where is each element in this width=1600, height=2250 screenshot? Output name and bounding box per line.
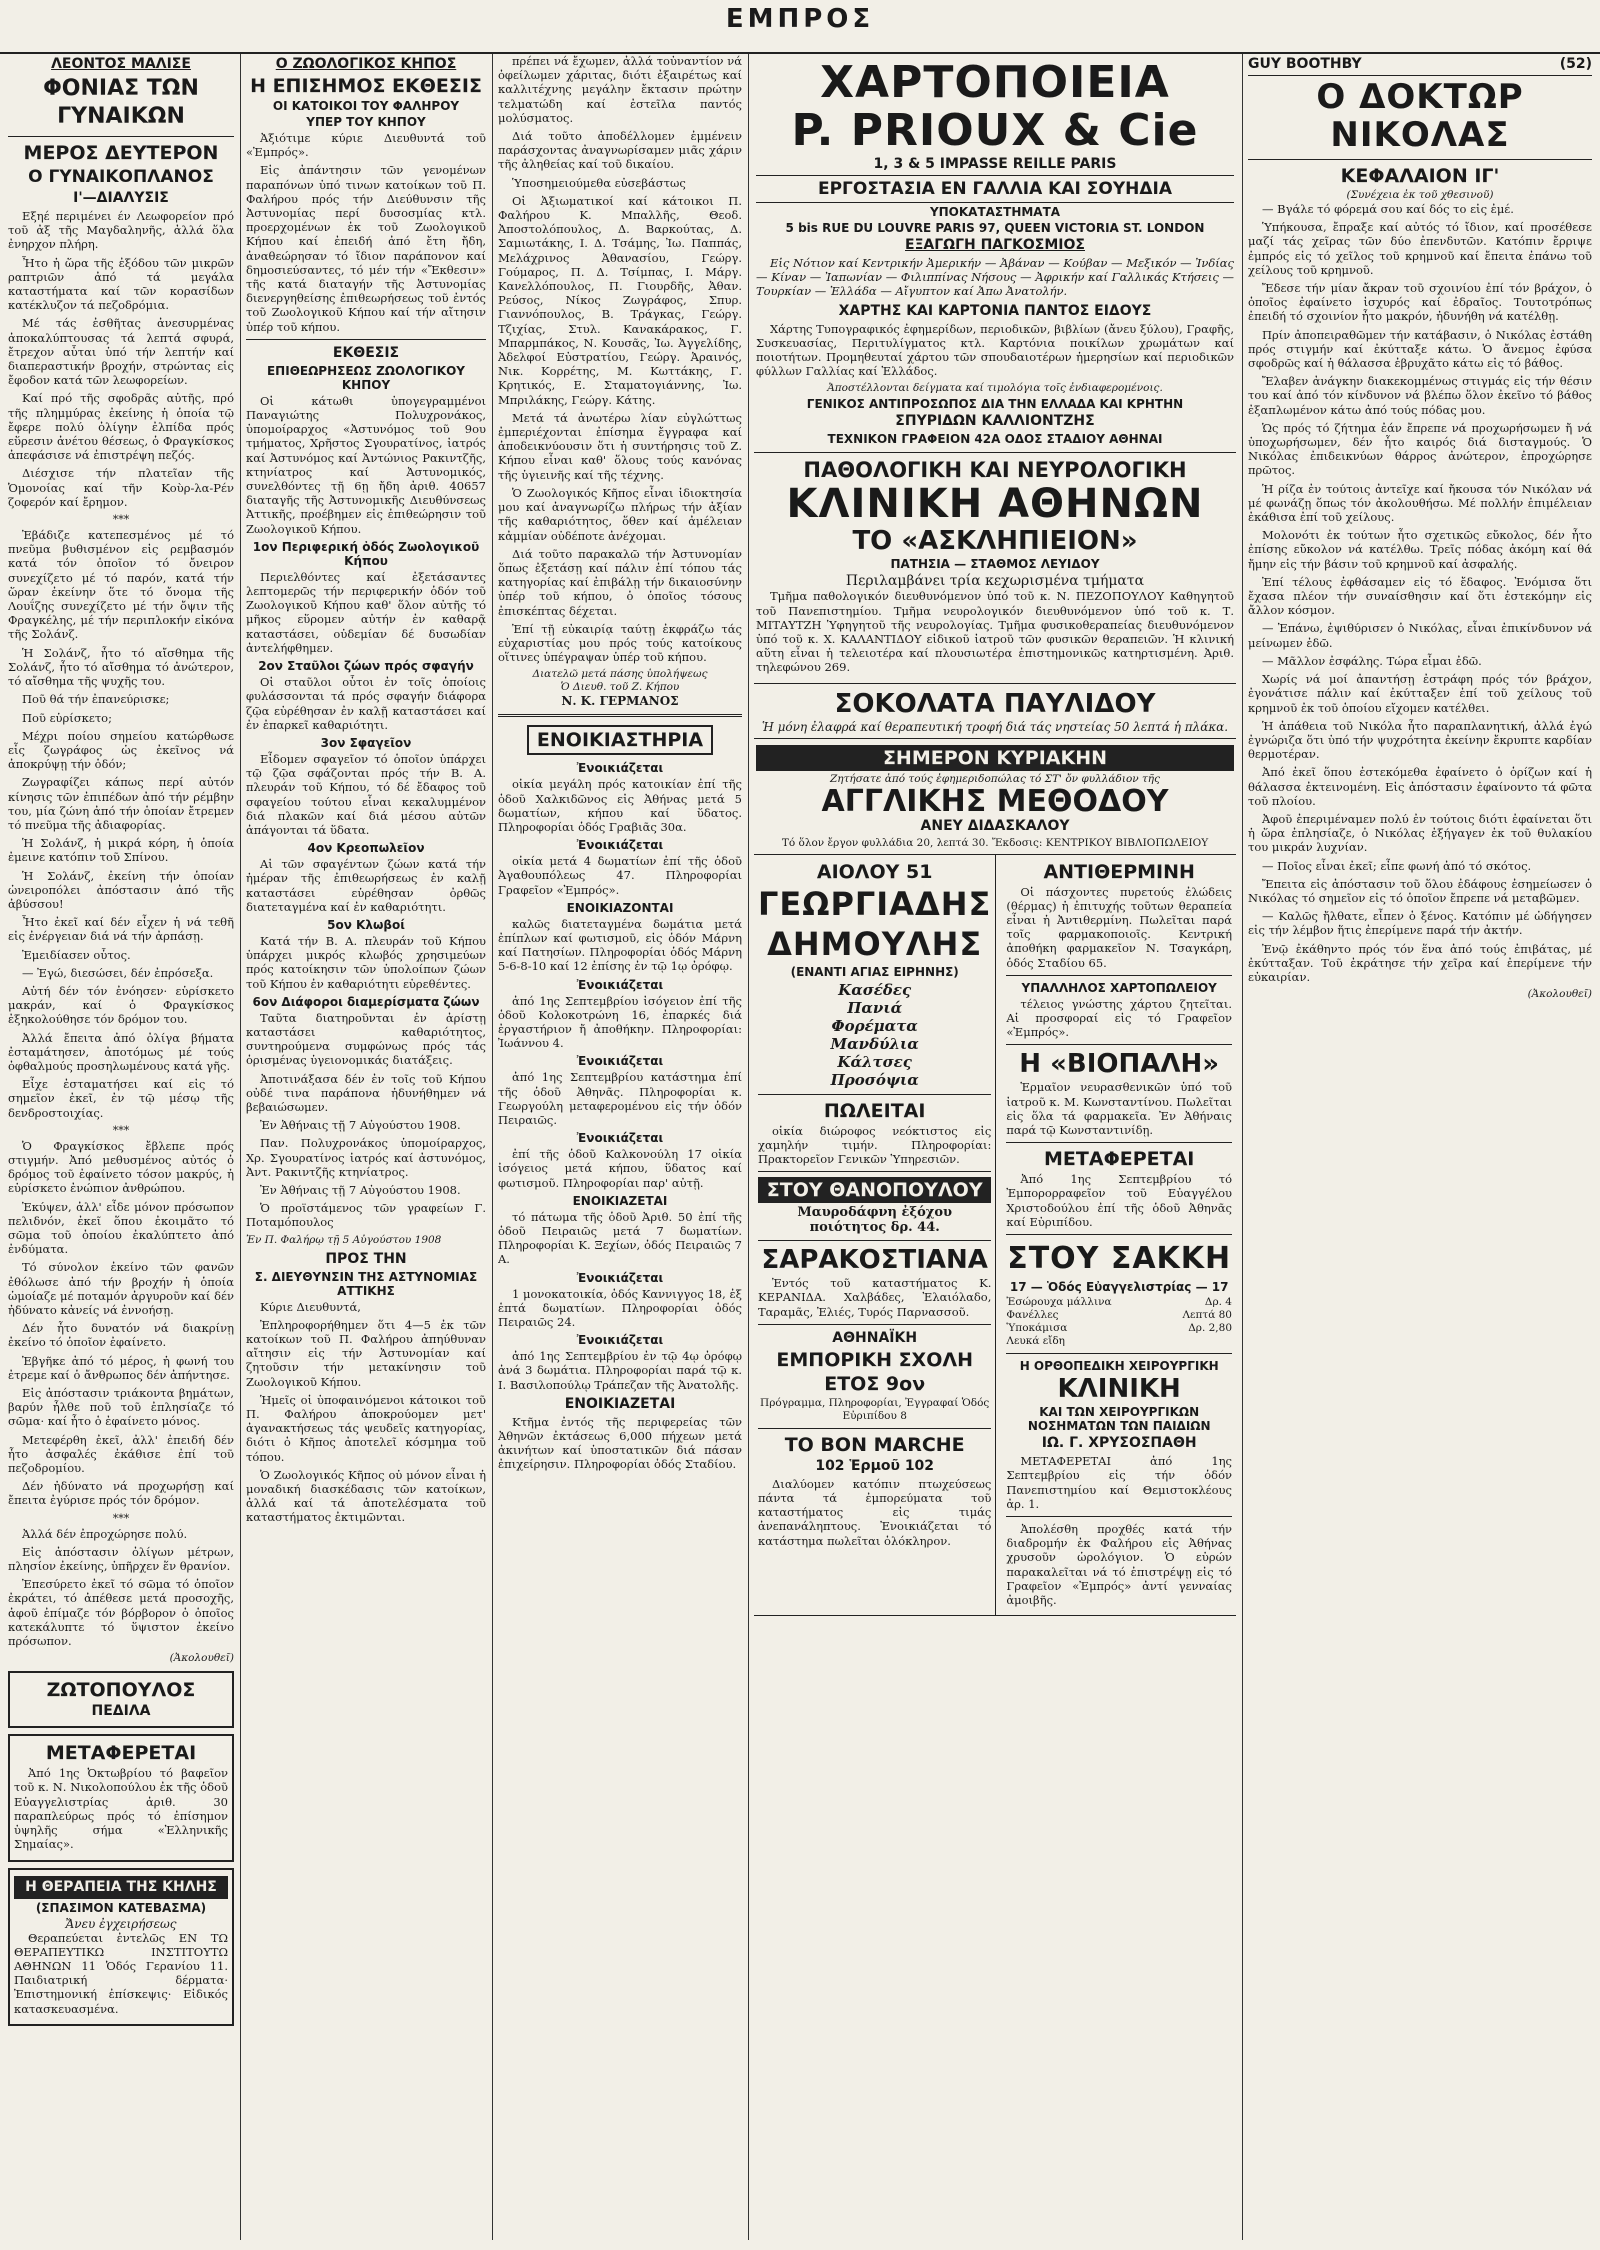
sakki-price-list [1006,1296,1232,1348]
method-title: ΑΓΓΛΙΚΗΣ ΜΕΘΟΔΟΥ [821,783,1169,819]
clinic-text: Τμῆμα παθολογικόν διευθυνόμενον ὑπό τοῦ κ. Ν. ΠΕΖΟΠΟΥΛΟΥ Καθηγητοῦ τοῦ Πανεπιστημίου. Τμῆμα νευρολογικόν διευθυνόμενον ὑπό τοῦ κ. Τ. ΜΙΤΑΥΤΖΗ Ὑφηγητοῦ τῆς νευρολογίας. Τμῆμα φυσικοθεραπείας διευθυνόμενον ὑπό τοῦ κ. Χ. ΚΑΛΑΝΤΙΔΟΥ εἰδικοῦ ἰατροῦ τῶν φυσικῶν θεραπειῶν. Ἡ κλινική αὕτη εἶναι ἡ τελειοτέρα καί πλουσιωτέρα ἐπιστημονικῶς κατηρτισμένη. Ἀριθ. τηλεφώνου 269. [756,589,1234,675]
selling-title: ΠΩΛΕΙΤΑΙ [823,1099,926,1122]
ad-title: ΖΩΤΟΠΟΥΛΟΣ [46,1679,196,1702]
signature-title: Ὁ Διευθ. τοῦ Ζ. Κήπου [560,681,680,694]
serial-text-block [1248,202,1592,984]
divider [1248,159,1592,160]
ad-prioux-branches: ΥΠΟΚΑΤΑΣΤΗΜΑΤΑ [929,205,1061,219]
paragraph: Ὁ προϊστάμενος τῶν γραφείων Γ. Ποταμόπουλος [246,1201,486,1230]
paragraph: Μολονότι ἐκ τούτων ἦτο σχετικῶς εὔκολος, δέν ἦτο ἐπίσης εὔκολον νά κατέλθω. Τρεῖς πόδας ἀκόμη καί θά ἤμην εἰς τήν βάσιν τοῦ κρημνοῦ καί ἀσφαλής. [1248,528,1592,571]
method-subtitle: ΑΝΕΥ ΔΙΔΑΣΚΑΛΟΥ [920,817,1070,834]
bonmarche-address: 102 Ἑρμοῦ 102 [815,1457,935,1474]
paragraph: Μέ τάς ἐσθῆτας ἀνεσυρμένας ἀποκαλύπτουσας τά λεπτά σφυρά, ἔτρεχον αὗται ὑπό τήν λεπτήν καί διαπεραστικήν βροχήν, στρώντας εἰς ἔφοδον κατά τῶν λεωφορείων. [8,316,234,388]
paragraph: Ἐπεσύρετο ἐκεῖ τό σῶμα τό ὁποῖον ἐκράτει, τό ἀπέθεσε μετά προσοχῆς, ἀφοῦ ἐπίμαζε τόν βόρβορον ὁ ὁποῖος κατεκάλυπτε τό ὕψιστον ἐκείνο πρόσωπον. [8,1577,234,1649]
price-item: Φανέλλες [1006,1309,1059,1322]
section-stars: *** [112,1511,130,1525]
article-text-block [498,54,742,407]
classified-heading: ΕΝΟΙΚΙΑΖΕΤΑΙ [572,1193,668,1208]
paragraph: Εξηέ περιμένει έν Λεωφορείον πρό τοῦ ἀξ τῆς Μαγδαληνῆς, ἀλλά ὅλα ἐνηρχον πλήρη. [8,209,234,252]
bonmarche-title: ΤΟ BON MARCHE [784,1433,965,1456]
column-serial-malise [8,54,234,2240]
bonmarche-text: Διαλύομεν κατόπιν πτωχεύσεως πάντα τά ἐμπορεύματα τοῦ καταστήματος εἰς τιμάς ἀνεπανάληπτους. Ἐνοικιάζεται τό κατάστημα πωλεῖται ὁλόκληρον. [758,1476,992,1548]
paragraph: Ἡ Σολάνζ, ἡ μικρά κόρη, ἡ ὁποία ἐμεινε κατόπιν τοῦ Σπίνου. [8,836,234,865]
paragraph: Εἰς ἀπόστασιν ὀλίγων μέτρων, πλησίον ἐκείνης, ὑπῆρχεν ἕν θρανίον. [8,1544,234,1574]
paragraph: Ὁ Φραγκίσκος ἔβλεπε πρός στιγμήν. Ἀπό μεθυσμένος αὐτός ὁ δρόμος τοῦ ἐφαίνετο τόσον μακρύς, ἡ εὑρίσκετο ἐνώπιον ἀνθρώπου. [8,1138,234,1196]
serial-title: ΦΟΝΙΑΣ ΤΩΝ ΓΥΝΑΙΚΩΝ [43,76,199,129]
paragraph: Μέχρι ποίου σημείου κατώρθωσε εἷς ζωγράφος ὡς ἐκεῖνος νά ἀποκρύψῃ τήν ὁδόν; [8,728,234,772]
thanop-text: Μαυροδάφνη ἐξόχου ποιότητος δρ. 44. [797,1205,953,1236]
paragraph: Ἡμεῖς οἱ ὑποφαινόμενοι κάτοικοι τοῦ Π. Φαλήρου ἀποκρούομεν μετ' ἀγανακτήσεως τάς ψευδεῖς κατηγορίας, διότι ὁ Κῆπος ἀποτελεῖ κόσμημα τοῦ τόπου. [246,1392,486,1464]
paragraph: Ἡ Σολάνζ, ἦτο τό αἴσθημα τῆς Σολάνζ, ἦτο τό αἴσθημα τό ἀνώτερον, τό αἴσθημα τῆς ψυχῆς του. [8,645,234,689]
divider [1006,1142,1232,1143]
divider [8,136,234,137]
sakki-title: ΣΤΟΥ ΣΑΚΚΗ [1007,1241,1232,1277]
masthead [0,0,1600,54]
report-sections [246,540,486,1068]
classified-heading: ΕΝΟΙΚΙΑΖΕΤΑΙ [564,1395,676,1412]
price-row [1006,1335,1232,1348]
ortho-name: ΚΛΙΝΙΚΗ [1057,1374,1181,1405]
ad-prioux-paper-text: Χάρτης Τυπογραφικός ἐφημερίδων, περιοδικῶν, βιβλίων (ἄνευ ξύλου), Γραφῆς, Συσκευασίας, Περιτυλίγματος κτλ. Καρτόνια ποικίλων χρωμάτων καί ποιοτήτων. Προμηθευταί χάρτου τῶν σπουδαιοτέρων ἡμερησίων καί περιοδικῶν φύλλων Γαλλίας καί Ἑλλάδος. [756,321,1234,379]
price-item: Ἐσώρουχα μάλλινα [1006,1296,1112,1309]
paragraph: Ὁ Ζωολογικός Κῆπος εἶναι ἰδιοκτησία μου καί ἀναγνωρίζω πλήρως τήν ἀξίαν τῆς καθαριότητος, ὅθεν καί ἀμέλειαν κἀμμίαν οὐδέποτε ἀνέχομαι. [498,485,742,543]
ad-prioux-factories: ΕΡΓΟΣΤΑΣΙΑ ΕΝ ΓΑΛΛΙΑ ΚΑΙ ΣΟΥΗΔΙΑ [756,175,1234,203]
paragraph: Ἡ Σολάνζ, ἐκείνη τήν ὁποίαν ὠνειροπόλει ἀπόστασιν ἀπό τῆς ἀβύσσου! [8,868,234,911]
article-text-block [246,1072,486,1230]
classified-heading: Ἐνοικιάζεται [576,977,664,992]
paragraph: Περιελθόντες καί ἐξετάσαντες λεπτομερῶς τήν περιφερικήν ὁδόν τοῦ Ζωολογικοῦ Κήπου καθ' ὅλον αὐτῆς τό μῆκος εὕρομεν αὐτήν ἐν καθαρᾷ καταστάσει, οὐδεμίαν δέ δυσωδίαν ἀντελήφθημεν. [246,569,486,655]
ad-prioux-export: ΕΞΑΓΩΓΗ ΠΑΓΚΟΣΜΙΟΣ [905,237,1085,253]
georgiadis-item: Προσόψια [830,1070,919,1089]
paragraph: Ἀποτινάξασα δέν ἐν τοῖς τοῦ Κήπου οὐδέ τινα παράπονα ἠδυνήθημεν νά βεβαιώσωμεν. [246,1071,486,1114]
divider [758,1324,991,1325]
ad-prioux-address: 1, 3 & 5 IMPASSE REILLE PARIS [873,156,1117,172]
report-section-heading: 5ον Κλωβοί [327,917,405,932]
serial-part: ΜΕΡΟΣ ΔΕΥΤΕΡΟΝ [23,142,219,164]
chocolate-text: Ἡ μόνη ἐλαφρά καί θεραπευτική τροφή διά τάς νηστείας 50 λεπτά ἡ πλάκα. [761,719,1229,734]
paragraph: Ἡ ρίζα ἐν τούτοις ἀντεῖχε καί ἤκουσα τόν Νικόλαν νά μέ φωνάζῃ ὅπως τόν ἀκολουθήσω. Μέ πολλήν ἐπιμέλειαν ἐκάθισα ἐπί τοῦ χείλους. [1248,481,1592,525]
paragraph: Ἀφοῦ ἐπεριμέναμεν πολύ ἐν τούτοις διότι ἐφαίνεται ὅτι ἡ ὥρα ἐπλησίαζε, ὁ Νικόλας ἐξήγαγεν ἐκ τοῦ θυλακίου του μικράν λυχνίαν. [1248,811,1592,855]
classified-text: Κτῆμα ἐντός τῆς περιφερείας τῶν Ἀθηνῶν ἐκτάσεως 6,000 πήχεων μετά ἀκινήτων καί ὑποστατικῶν διά πάσαν ἐπιχείρησιν. Πληροφορίαι ὁδός Σταδίου. [498,1414,742,1472]
paragraph: Αἱ τῶν σφαγέντων ζώων κατά τήν ἡμέραν τῆς ἐπιθεωρήσεως ἐν καλῇ καταστάσει εὑρέθησαν ὀρθῶς διατεταγμένα καί ἐν καθαριότητι. [246,857,486,914]
ad-prioux-paper: ΧΑΡΤΗΣ ΚΑΙ ΚΑΡΤΟΝΙΑ ΠΑΝΤΟΣ ΕΙΔΟΥΣ [838,302,1152,319]
column-rule [492,54,493,2240]
ad-prioux-title: ΧΑΡΤΟΠΟΙΕΙΑ [820,57,1170,108]
closing-line: Διατελῶ μετά πάσης ὑπολήψεως [532,668,708,681]
metaferetai-title: ΜΕΤΑΦΕΡΕΤΑΙ [1044,1148,1195,1171]
serial-author: ΛΕΟΝΤΟΣ ΜΑΛΙΣΕ [51,56,191,72]
ad-chocolate-pavlidou [754,684,1236,739]
classified-heading: Ἐνοικιάζεται [576,1333,664,1348]
divider [758,1240,991,1241]
paragraph: — Βγάλε τό φόρεμά σου καί δός το εἰς ἐμέ. [1262,202,1514,216]
paragraph: Ποῦ εὑρίσκετο; [22,710,112,725]
paragraph: ἀπό 1ης Σεπτεμβρίου κατάστημα ἐπί τῆς ὁδοῦ Ἀθηνᾶς. Πληροφορίαι κ. Γεωργούλη μεταφερομένου εἰς τήν ὁδόν Πειραιῶς. [498,1070,742,1127]
paragraph: Ἐν Ἀθήναις τῇ 7 Αὐγούστου 1908. [260,1118,461,1133]
paragraph: Εἰς ἀπάντησιν τῶν γενομένων παραπόνων ὑπό τινων κατοίκων τοῦ Π. Φαλήρου πρός τήν Διεύθυνσιν τῆς Ἀστυνομίας περί δυσοσμίας κτλ. προερχομένων ἐκ τοῦ Ζωολογικοῦ Κήπου καί ἐπειδή ἀπό ἔτη ἤδη, ἀναθεώρησαν τό ἴδιον παράπονον καί δημοσιεύσαντες, τό μέν τήν «Ἔκθεσιν» τῆς κατά διαταγήν τῆς Ἀστυνομίας διενεργηθείσης ἐπιθεωρήσεως τοῦ ἐντός τοῦ Ζωολογικοῦ Κήπου καί τήν αἴτησιν ὑπέρ τοῦ κήπου. [246,163,486,334]
paragraph: — Μᾶλλον ἐσφάλης. Τώρα εἶμαι ἐδῶ. [1262,653,1482,668]
ad-metaferetai [8,1734,234,1861]
ad-zotopoulos [8,1671,234,1728]
section-stars: *** [112,513,130,527]
report-section-heading: 1ον Περιφερική ὁδός Ζωολογικοῦ Κήπου [252,539,480,568]
clinic-subname: ΤΟ «ΑΣΚΛΗΠΙΕΙΟΝ» [852,526,1138,557]
article-text-block [246,394,486,536]
georgiadis-item: Μανδύλια [830,1034,919,1053]
ad-subtitle: ΠΕΔΙΛΑ [91,1703,151,1720]
paragraph: Ἡ ἀπάθεια τοῦ Νικόλα ἦτο παραπλανητική, ἀλλά ἐγώ ἐγνώριζα ὅτι ὑπό τήν ψυχρότητα ἐκείνην ἔκρυπτε καρδίαν θερμοτέραν. [1248,718,1592,762]
report-subheading: ΕΠΙΘΕΩΡΗΣΕΩΣ ΖΩΟΛΟΓΙΚΟΥ ΚΗΠΟΥ [266,363,465,392]
ad-row [754,855,1236,1616]
serial-text-block [8,1139,234,1508]
paragraph: Ἀξιότιμε κύριε Διευθυντά τοῦ «Ἐμπρός». [246,131,486,160]
paragraph: Ἐπί τέλους ἐφθάσαμεν εἰς τό ἔδαφος. Ἐνόμισα ὅτι ἔχασα πλέον τήν συναίσθησιν καί ὅτι ἐστεκόμην εἰς ἄλλον κόσμον. [1248,574,1592,618]
classifieds-heading: ΕΝΟΙΚΙΑΣΤΗΡΙΑ [527,725,713,755]
chocolate-title: ΣΟΚΟΛΑΤΑ ΠΑΥΛΙΔΟΥ [834,688,1156,719]
paragraph: Ἔπειτα εἰς ἀπόστασιν τοῦ ὅλου ἐδάφους ἐσημείωσεν ὁ Νικόλας τό σημεῖον εἰς τό ὁποῖον ἔπρεπε νά μεταβῶμεν. [1248,876,1592,905]
ad-prioux-rep-title: ΓΕΝΙΚΟΣ ΑΝΤΙΠΡΟΣΩΠΟΣ ΔΙΑ ΤΗΝ ΕΛΛΑΔΑ ΚΑΙ ΚΡΗΤΗΝ [806,397,1184,412]
letter-subheading: Σ. ΔΙΕΥΘΥΝΣΙΝ ΤΗΣ ΑΣΤΥΝΟΜΙΑΣ ΑΤΤΙΚΗΣ [254,1269,478,1298]
price-item: Ὑποκάμισα [1006,1322,1068,1335]
paragraph: Αὐτή δέν τόν ἐνόησεν· εὑρίσκετο μακράν, καί ὁ Φραγκίσκος ἐξηκολούθησε τόν δρόμον του. [8,983,234,1027]
article-subhead: ΟΙ ΚΑΤΟΙΚΟΙ ΤΟΥ ΦΑΛΗΡΟΥ [272,99,460,113]
continued-note: (Ἀκολουθεῖ) [1527,988,1592,1001]
paragraph: Ἀλλά δέν ἐπροχώρησε πολύ. [22,1526,188,1541]
divider [1006,1516,1232,1517]
classified-heading: Ἐνοικιάζεται [576,1131,664,1146]
classified-heading: Ἐνοικιάζεται [576,1270,664,1285]
price-value: Λεπτά 80 [1182,1309,1232,1322]
paragraph: — Ἐπάνω, ἐψιθύρισεν ὁ Νικόλας, εἶναι ἐπικίνδυνον νά μείνωμεν ἐδῶ. [1248,621,1592,650]
paragraph: πρέπει νά ἔχωμεν, ἀλλά τοὐναντίον νά ὀφείλωμεν χάριτας, διότι ἐξαιρέτως καί καλλιτέχνης μεγάλην ἔκτασιν πρώτην τελματώδη καί ἐστεῖλα παντός μολύσματος. [498,54,742,125]
antifever-text: Οἱ πάσχοντες πυρετούς ἐλώδεις (θέρμας) ἡ ἐπιτυχής τοῦτων θεραπεία εἶναι ἡ Ἀντιθερμίνη. Πωλεῖται παρά τοῖς φαρμακοποιοῖς. Κεντρική ἀποθήκη φαρμακεῖον Ν. Τσαγκάρη, ὁδός Σταδίου 65. [1006,884,1232,970]
paragraph: Παν. Πολυχρονάκος ὑπομοίραρχος, Χρ. Σγουρατίνος ἰατρός καί ἀστυνόμος, Ἀντ. Ρακιντζῆς κτηνίατρος. [246,1136,486,1179]
ad-prioux-rep-name: ΣΠΥΡΙΔΩΝ ΚΑΛΛΙΟΝΤΖΗΣ [895,413,1095,430]
sarak-title: ΣΑΡΑΚΟΣΤΙΑΝΑ [761,1245,988,1276]
paragraph: Καί πρό τῆς σφοδρᾶς αὐτῆς, πρό τῆς πλημμύρας ἐκείνης ἡ ὁποία τῷ ἔφερε πολύ ὀλίγην ἐλπίδα πρός εὕρεσιν ἀνέτου θέσεως, ὁ Φραγκίσκος ἀπεφάσισε νά ἐπιστρέψη πεζός. [8,391,234,463]
paragraph: οἰκία μετά 4 δωματίων ἐπί τῆς ὁδοῦ Ἀγαθουπόλεως 47. Πληροφορίαι Γραφεῖον «Ἐμπρός». [498,854,742,897]
paragraph: Διά τοῦτο ἀποδέλλομεν ἐμμένειν παράσχοντας ἀναγνωρίσαμεν μιᾶς χάριν τῆς ἀληθείας καί τοῦ δικαίου. [498,129,742,172]
column-rule [1242,54,1243,2240]
paragraph: ἀπό 1ης Σεπτεμβρίου ἐν τῷ 4ῳ ὀρόφῳ ἀνά 3 δωμάτια. Πληροφορίαι παρά τῷ κ. Ι. Βασιλοπούλῳ Τράπεζαν τῆς Ἀνατολῆς. [498,1349,742,1392]
report-section-heading: 2ον Σταῦλοι ζώων πρός σφαγήν [258,659,474,674]
paragraph: Διά τοῦτο παρακαλῶ τήν Ἀστυνομίαν ὅπως ἐξετάσῃ καί πάλιν ἐπί τόπου τάς κατηγορίας καί ἐπιβάλῃ τήν δικαιοσύνην ὑπέρ τοῦ κήπου, ὁ ὁποῖος τόσους ἐπισκέπτας δέχεται. [498,546,742,618]
paragraph: οἰκία μεγάλη πρός κατοικίαν ἐπί τῆς ὁδοῦ Χαλκιδῶνος εἰς Ἀθήνας μετά 5 δωματίων, κήπου καί ὕδατος. Πληροφορίαι ὁδός Γραβιᾶς 30α. [498,777,742,834]
report-section-heading: 3ον Σφαγεῖον [320,735,412,750]
paragraph: 1 μονοκατοικία, ὁδός Καννιγγος 18, ἐξ ἑπτά δωματίων. Πληροφορίαι ὁδός Πειραιῶς 24. [498,1286,742,1330]
paragraph: Ἐπί τῇ εὐκαιρίᾳ ταύτῃ ἐκφράζω τάς εὐχαριστίας μου πρός τούς κατοίκους οἵτινες ὑπέγραψαν ὑπέρ τοῦ κήπου. [498,621,742,665]
biopali-text: Ἑρμαῖον νευρασθενικῶν ὑπό τοῦ ἰατροῦ κ. Μ. Κωνσταντίνου. Πωλεῖται εἰς ὅλα τά φαρμακεῖα. Ἐν Ἀθήναις παρά τῷ Κωνσταντινίδῃ. [1006,1080,1232,1138]
ad-right-stack [1002,855,1236,1615]
paragraph: Ὁ Ζωολογικός Κῆπος οὐ μόνον εἶναι ἡ μοναδική διασκέδασις τῶν κατοίκων, ἀλλά καί τά ἀποτελέσματα τοῦ καταστήματος ἐκτιμῶνται. [246,1467,486,1525]
paragraph: Ὑποσημειούμεθα εὐσεβάστως [512,175,686,190]
classified-heading: Ἐνοικιάζεται [576,761,664,776]
paragraph: Κύριε Διευθυντά, [260,1299,361,1314]
ad-prioux-branch-address: 5 bis RUE DU LOUVRE PARIS 97, QUEEN VICTORIA ST. LONDON [785,221,1205,235]
letter-heading: ΠΡΟΣ ΤΗΝ [325,1250,407,1267]
paragraph: Μετεφέρθη ἐκεῖ, ἀλλ' ἐπειδή δέν ἦτο ἀσφαλές ἐκάθισε ἐπί τοῦ πεζοδρομίου. [8,1432,234,1476]
georgiadis-item: Κασέδες [838,980,912,999]
serial-header [1248,54,1592,76]
paragraph: Ποῦ θά τήν ἐπανεύρισκε; [22,692,170,707]
sarak-text: Ἐντός τοῦ καταστήματος Κ. ΚΕΡΑΝΙΔΑ. Χαλβάδες, Ἐλαιόλαδο, Ταραμᾶς, Ἐλιές, Τυρός Παρνασσοῦ. [758,1276,992,1319]
sakki-address: 17 — Ὁδός Εὐαγγελιστρίας — 17 [1009,1280,1229,1295]
paragraph: Οἱ Ἀξιωματικοί καί κάτοικοι Π. Φαλήρου Κ. Μπαλλῆς, Θεοδ. Ἀποστολόπουλος, Δ. Βαρκούτας, Δ. Σαμιωτάκης, Ι. Δ. Τσάμης, Ἰω. Παππάς, Μελάχρινος Ἀθανασίου, Γεώργ. Γούμαρος, Π. Δ. Τσίμπας, Ι. Μάργ. Κανελλόπουλος, Π. Γιουρδῆς, Ἀθαν. Ρεύσος, Νίκος Ζωγράφος, Σπυρ. Γιαννόπουλος, Β. Τράγκας, Γεώργ. Τζιχίας, Στυλ. Κανακάρακος, Γ. Μπαρμπάκος, Ν. Κουσᾶς, Ἰω. Ἀγγελίδης, Ἀδελφοί Εὐστρατίου, Γεώργ. Ἀραινός, Νικ. Κορρέτης, Μ. Κωττάκης, Γ. Κρητικός, Ε. Σταματογιάννης, Ἰω. Μπριλάκης, Γεώργ. Κάτης. [498,193,742,407]
thanop-title: ΣΤΟΥ ΘΑΝΟΠΟΥΛΟΥ [758,1177,991,1203]
paragraph: Δέν ἦτο δυνατόν νά διακρίνῃ ἐκείνο τό ὁποῖον ἐφαίνετο. [8,1321,234,1350]
paragraph: Εἰς ἀπόστασιν τριάκοντα βημάτων, βαρύν ἦλθε ποῦ τοῦ ἐπλησίαζε τό σῶμα· καί ἦτο ὁ ἐφαίνετο μόνος. [8,1386,234,1429]
paragraph: Τό σύνολον ἐκείνο τῶν φανῶν ἐθόλωσε ἀπό τήν βροχήν ἡ ὁποία ὡμοίαζε μέ ποταμόν ἀργυροῦν καί δέν ἠδύνατο κἀνείς νά ἐννοήσῃ. [8,1260,234,1318]
georgiadis-item: Πανιά [847,998,903,1017]
classifieds-list [498,761,742,1392]
paragraph: ἐπί τῆς ὁδοῦ Καλκονούλη 17 οἰκία ἰσόγειος μετά κήπου, ὕδατος καί φωτισμοῦ. Πληροφορίαι παρ' αὐτῇ. [498,1147,742,1190]
divider [758,1094,991,1095]
article-text-block [246,1300,486,1525]
ad-prioux-export-text: Εἰς Νότιον καί Κεντρικήν Ἀμερικήν — Ἀβάναν — Κούβαν — Μεξικόν — Ἰνδίας — Κίναν — Ἰαπωνίαν — Φιλιππίνας Νήσους — Ἀφρικήν καί Γαλλικάς Κτήσεις — Τουρκίαν — Ἑλλάδα — Αἴγυπτον καί Ἀπω Ἀνατολήν. [756,256,1234,299]
ad-clinic-athens [754,453,1236,683]
report-section-heading: 6ον Διάφοροι διαμερίσματα ζώων [252,994,480,1009]
paragraph: Ἦτο ἡ ὥρα τῆς ἐξόδου τῶν μικρῶν ραπτριῶν ἀπό τά μεγάλα καταστήματα καί τῶν κορασίδων κατέκλυζον τά πεζοδρόμια. [8,255,234,313]
ad-english-method [754,739,1236,855]
biopali-title: Η «ΒΙΟΠΑΛΗ» [1019,1049,1220,1080]
price-value: Δρ. 2,80 [1188,1322,1232,1335]
divider [1006,1044,1232,1045]
clerk-text: τέλειος γνώστης χάρτου ζητεῖται. Αἱ προσφοραί εἰς τό Γραφεῖον «Ἐμπρός». [1006,996,1232,1040]
paragraph: Ταῦτα διατηροῦνται ἐν ἀρίστῃ καταστάσει καθαριότητος, συντηρούμενα συμφώνως πρός τάς ὁρισμένας ὑγειονομικάς διατάξεις. [246,1010,486,1068]
paragraph: Οἱ σταῦλοι οὗτοι ἐν τοῖς ὁποίοις φυλάσσονται τά πρός σφαγήν διάφορα ζῷα εὑρέθησαν ἐν καλῇ καταστάσει καί ἐν ἐπαρκεῖ καθαριότητι. [246,675,486,732]
article-text-block [498,411,742,664]
divider [758,1428,991,1429]
masthead-title: ΕΜΠΡΟΣ [725,4,875,34]
paragraph: Ἐκύψεν, ἀλλ' εἶδε μόνον πρόσωπον πελιδνόν, ἐκεῖ ὅπου ἐκοιμᾶτο τό σῶμα τοῦ ὁποίου ἐκαλύπτετο ἀπό ἐνδύματα. [8,1199,234,1257]
georgiadis-item: Κάλτσες [837,1052,912,1071]
ad-title: ΜΕΤΑΦΕΡΕΤΑΙ [45,1742,197,1765]
paragraph: Ἐν Ἀθήναις τῇ 7 Αὐγούστου 1908. [260,1182,461,1197]
serial-number: (52) [1559,56,1592,72]
classified-heading: Ἐνοικιάζεται [576,838,664,853]
paragraph: Ἀλλά ἔπειτα ἀπό ὀλίγα βήματα ἐσταμάτησεν, ἀποτόμως μέ τούς ὀφθαλμούς προσηλωμένους κατά γῆς. [8,1030,234,1073]
paragraph: Ἀπό ἐκεῖ ὅπου ἐστεκόμεθα ἐφαίνετο ὁ ὁρίζων καί ἡ θάλασσα ἐκτεινομένη. Εἰς ἀπόστασιν ἐφαίνοντο τά φῶτα τοῦ πλοίου. [1248,765,1592,808]
serial-text-block [8,1527,234,1649]
georgiadis-name2: ΔΗΜΟΥΛΗΣ [767,924,983,963]
georgiadis-name: ΓΕΩΡΓΙΑΔΗΣ [758,884,992,923]
clinic-name: ΚΛΙΝΙΚΗ ΑΘΗΝΩΝ [786,481,1204,528]
column-zoo-continued-classifieds [498,54,742,2240]
paragraph: Ἦτο ἐκεῖ καί δέν εἶχεν ἡ νά τεθῆ εἰς ἐνέργειαν διά νά τήν ἀρπάσῃ. [8,915,234,944]
paragraph: Οἱ κάτωθι ὑπογεγραμμένοι Παναγιώτης Πολυχρονάκος, ὑπομοίραρχος «Ἀστυνόμος τοῦ 9ου τμήματος, Χρῆστος Σγουρατίνος, ἰατρός καί Ἀστυνόμος καί Ἀντώνιος Ρακιντζῆς, κτηνίατρος καί Ἀστυνομικός, συνελθόντες τῇ 6ῃ ἤδη ἀριθ. 40657 διαταγῆς τῆς Ἀστυνομικῆς Διευθύνσεως Ἀττικῆς, προέβημεν εἰς ἐπιθεώρησιν τοῦ Ζωολογικοῦ Κήπου. [246,393,486,536]
article-kicker: Ο ΖΩΟΛΟΓΙΚΟΣ ΚΗΠΟΣ [275,56,457,72]
ad-text: Ἀπό 1ης Ὀκτωβρίου τό βαφεῖον τοῦ κ. Ν. Νικολοπούλου ἐκ τῆς ὁδοῦ Εὐαγγελιστρίας ἀριθ. 30 παραπλεύρως πρός τό ἐπίσημον ὑψηλῆς σήμα «Ἐλληνικῆς Σημαίας». [14,1766,228,1852]
paragraph: Ἐβγῆκε ἀπό τό μέρος, ἡ φωνή του ἐτρεμε καί ὁ ἄνθρωπος δέν ἀπήντησε. [8,1353,234,1382]
column-rule [240,54,241,2240]
ad-prioux-rep-address: ΤΕΧΝΙΚΟΝ ΓΡΑΦΕΙΟΝ 42Α ΟΔΟΣ ΣΤΑΔΙΟΥ ΑΘΗΝΑΙ [827,432,1163,447]
paragraph: — Ἐγώ, διεσώσει, δέν ἐπρόσεξα. [22,965,214,980]
paragraph: — Ποῖος εἶναι ἐκεῖ; εἶπε φωνή ἀπό τό σκότος. [1262,858,1532,873]
antifever-title: ΑΝΤΙΘΕΡΜΙΝΗ [1043,860,1195,883]
serial-text-block [8,209,234,509]
school-text: Πρόγραμμα, Πληροφορίαι, Ἐγγραφαί Ὁδός Εὐριπίδου 8 [760,1396,990,1422]
paragraph: τό πάτωμα τῆς ὁδοῦ Ἀριθ. 50 ἐπί τῆς ὁδοῦ Πειραιῶς μετά 7 δωματίων. Πληροφορίαι Κ. Ξεχίων, ὁδός Πειραιῶς 7 Α. [498,1209,742,1267]
divider [1006,1353,1232,1354]
price-row [1006,1322,1232,1335]
ortho-doctor: ΙΩ. Γ. ΧΡΥΣΟΣΠΑΘΗ [1041,1435,1197,1452]
clerk-title: ΥΠΑΛΛΗΛΟΣ ΧΑΡΤΟΠΩΛΕΙΟΥ [1021,980,1217,995]
ad-subtitle: Ἄνευ ἐγχειρήσεως [65,1916,177,1931]
ad-hernia-therapy [8,1868,234,2026]
serial-continued-from: (Συνέχεια ἐκ τοῦ χθεσινοῦ) [1346,189,1494,201]
ortho-text: ΜΕΤΑΦΕΡΕΤΑΙ ἀπό 1ης Σεπτεμβρίου εἰς τήν ὁδόν Πανεπιστημίου καί Θεμιστοκλέους ἀρ. 1. [1006,1454,1232,1511]
report-section-heading: 4ον Κρεοπωλεῖον [307,841,425,856]
ad-prioux-orders: Ἀποστέλλονται δείγματα καί τιμολόγια τοῖς ἐνδιαφερομένοις. [827,382,1163,395]
divider [246,339,486,340]
serial-subtitle: Ο ΓΥΝΑΙΚΟΠΛΑΝΟΣ [28,167,214,187]
lost-item-notice: Ἀπολέσθη προχθές κατά τήν διαδρομήν ἐκ Φαλήρου εἰς Ἀθήνας χρυσοῦν ὡρολόγιον. Ὁ εὑρών παρακαλεῖται νά τό ἐπιστρέψῃ εἰς τό Γραφεῖον «Ἐμπρός» ἀντί γενναίας ἀμοιβῆς. [1006,1521,1232,1607]
ad-title: Η ΘΕΡΑΠΕΙΑ ΤΗΣ ΚΗΛΗΣ [14,1876,228,1899]
report-heading: ΕΚΘΕΣΙΣ [332,344,400,361]
school-name: ΕΜΠΟΡΙΚΗ ΣΧΟΛΗ [776,1348,973,1371]
article-headline: Η ΕΠΙΣΗΜΟΣ ΕΚΘΕΣΙΣ [250,75,482,97]
ad-prioux [754,54,1236,453]
paragraph: Μετά τά ἀνωτέρω λίαν εὐγλώττως ἐμπεριέχονται ἐπίσημα ἔγγραφα καί ἀποδεικνύουσιν ὅτι ἡ συντήρησις τοῦ Ζ. Κήπου εἶναι καθ' ὅλους τούς κανόνας τῆς ὑγιεινῆς καί τῆς τέχνης. [498,410,742,482]
divider [758,1171,991,1172]
price-value: Δρ. 4 [1204,1296,1232,1309]
paragraph: ἀπό 1ης Σεπτεμβρίου ἰσόγειον ἐπί τῆς ὁδοῦ Κολοκοτρώνη 16, ἐπαρκές διά ἐργαστήριον ἤ ἀποθήκην. Πληροφορίαι: Ἰωάννου 4. [498,993,742,1051]
price-item: Λευκά εἴδη [1006,1335,1065,1348]
article-subhead: ΥΠΕΡ ΤΟΥ ΚΗΠΟΥ [306,115,426,129]
paragraph: Ἐπληροφορήθημεν ὅτι 4—5 ἐκ τῶν κατοίκων τοῦ Π. Φαλήρου ἀπηύθυναν αἴτησιν εἰς τήν Ἀστυνομίαν καί ζητοῦσιν τήν μετακίνησιν τοῦ Ζωολογικοῦ Κήπου. [246,1317,486,1389]
clinic-subtitle: Περιλαμβάνει τρία κεχωρισμένα τμήματα [845,573,1145,590]
serial-title: Ο ΔΟΚΤΩΡ ΝΙΚΟΛΑΣ [1316,77,1524,155]
paragraph: Εἶχε ἐσταματήσει καί εἰς τό σημεῖον ἐκεῖ, ἐν τῷ μέσῳ τῆς δενδροστοιχίας. [8,1077,234,1120]
serial-text-block [8,528,234,1120]
divider [498,714,742,717]
school-year: ΕΤΟΣ 9ον [824,1372,926,1395]
divider [1006,975,1232,976]
georgiadis-item: Φορέματα [831,1016,918,1035]
signature-name: Ν. Κ. ΓΕΡΜΑΝΟΣ [561,694,679,709]
column-rule [748,54,749,2240]
paragraph: Ἔδεσε τήν μίαν ἄκραν τοῦ σχοινίου ἐπί τόν βράχον, ὁ ὁποῖος ἐφαίνετο ἰσχυρός καί ἐδραῖος. Τουτοτρόπως ἐπειδή τό σχοινίον ἦτο μακρόν, ἠδυνήθη νά κατέλθῃ. [1248,281,1592,324]
sunday-subtitle: Ζητήσατε ἀπό τούς ἐφημεριδοπώλας τό ΣΤ' ὄν φυλλάδιον τῆς [830,772,1160,785]
sunday-banner: ΣΗΜΕΡΟΝ ΚΥΡΙΑΚΗΝ [756,745,1234,771]
paragraph: Ἐμειδίασεν οὗτος. [22,947,131,962]
classified-heading: Ἐνοικιάζεται [576,1054,664,1069]
divider [1006,1234,1232,1235]
selling-text: οἰκία διώροφος νεόκτιστος εἰς χαμηλήν τιμήν. Πληροφορίαι: Πρακτορεῖον Γενικῶν Ὑπηρεσιῶν. [758,1123,992,1167]
school-title: ΑΘΗΝΑΪΚΗ [832,1329,918,1346]
ad-prioux-brand: P. PRIOUX & Cie [791,105,1199,156]
paragraph: καλῶς διατεταγμένα δωμάτια μετά ἐπίπλων καί φωτισμοῦ, εἰς ὁδόν Μάρνη καί Πατησίων. Πληροφορίαι ὁδός Μάρνη 5-6-8-10 καί 12 ἐπίσης ἐν τῷ 1ῳ ὀρόφῳ. [498,916,742,974]
price-row [1006,1296,1232,1309]
column-serial-boothby [1248,54,1592,2240]
paragraph: Δέν ἠδύνατο νά προχωρήσῃ καί ἔπειτα ἐγύρισε πρός τόν δρόμον. [8,1479,234,1508]
clinic-address: ΠΑΤΗΣΙΑ — ΣΤΑΘΜΟΣ ΛΕΥΙΔΟΥ [890,557,1100,572]
serial-author: GUY BOOTHBY [1248,56,1362,72]
serial-chapter: Ι'—ΔΙΑΛΥΣΙΣ [73,190,169,206]
paragraph: Πρίν ἀποπειραθῶμεν τήν κατάβασιν, ὁ Νικόλας ἐστάθη πρός στιγμήν καί ἐκύτταξε κάτω. Ὁ ἄνεμος ἐφύσα σφοδρῶς καί ἡ θάλασσα ἐβρυχᾶτο κάτω εἰς τό βάθος. [1248,327,1592,371]
paragraph: Κατά τήν Β. Α. πλευράν τοῦ Κήπου ὑπάρχει μικρός κλωβός χρησιμεύων πρός κατοίκησιν τῶν ὑπολοίπων ζώων τοῦ Κήπου ἐν καθαριότητι εὑρεθέντες. [246,933,486,991]
paragraph: Χωρίς νά μοί ἀπαντήσῃ ἐστράφη πρός τόν βράχον, ἐγονάτισε πάλιν καί ἐκύτταξεν ἐπί τοῦ χείλους τοῦ κρημνοῦ ἐκ τοῦ ὁποίου εἴχομεν κατέλθει. [1248,672,1592,715]
paragraph: Ἐνῷ ἐκάθηντο πρός τόν ἕνα ἀπό τούς ἐπιβάτας, μέ ἐκύτταξαν. Τοῦ ἐκράτησε τήν χεῖρα καί ἐπερίμενε τήν εὐκαιρίαν. [1248,941,1592,984]
metaferetai-text: Ἀπό 1ης Σεπτεμβρίου τό Ἐμπορορραφεῖον τοῦ Εὐαγγέλου Χριστοδούλου ἐπί τῆς ὁδοῦ Ἀθηνᾶς καί Εὐριπίδου. [1006,1172,1232,1229]
paragraph: Εἶδομεν σφαγεῖον τό ὁποῖον ὑπάρχει τῷ ζῷα σφάζονται πρός τήν Β. Α. πλευράν τοῦ Κήπου, τό δέ ἔδαφος τοῦ σφαγείου τούτου εἶναι κεκαλυμμένον διά πλακῶν καί διά μέσου αὐτῶν ἀπάγονται τά ὕδατα. [246,751,486,837]
georgiadis-items [758,981,991,1089]
georgiadis-subtitle: (ΕΝΑΝΤΙ ΑΓΙΑΣ ΕΙΡΗΝΗΣ) [790,964,959,979]
paragraph: Ζωγραφίζει κάπως περί αὐτόν κίνησις τῶν ἐπιπέδων ἀπό τήν ρέμβην του, μία ζώνη ἀπό τήν ὁποίαν ἔτρεμεν τό πνεῦμα τῆς ἀδιαφορίας. [8,775,234,832]
article-text-block [246,131,486,334]
paragraph: Ὡς πρός τό ζήτημα ἐάν ἔπρεπε νά προχωρήσωμεν ἤ νά ὑποχωρήσωμεν, δέν ἦτο καιρός διά δισταγμούς. Ὁ Νικόλας ἐπιδεικνύων θάρρος ἀνώτερον, ἐπροχώρησε πρῶτος. [1248,420,1592,478]
column-zoo-article [246,54,486,2240]
dateline: Ἐν Π. Φαλήρῳ τῇ 5 Αὐγούστου 1908 [246,1233,442,1246]
ad-georgiadis [754,855,996,1615]
ortho-subtitle: ΚΑΙ ΤΩΝ ΧΕΙΡΟΥΡΓΙΚΩΝ ΝΟΣΗΜΑΤΩΝ ΤΩΝ ΠΑΙΔΙΩΝ [1027,1405,1211,1434]
ad-text: Θεραπεύεται ἐντελῶς ΕΝ ΤΩ ΘΕΡΑΠΕΥΤΙΚΩ ΙΝΣΤΙΤΟΥΤΩ ΑΘΗΝΩΝ 11 Ὁδός Γερανίου 11. Παιδιατρική δέρματα· Ἐπιστημονική ἐπίσκεψις· Εἰδικός κατασκευασμένα. [14,1930,228,2016]
paragraph: Ὑπήκουσα, ἔπραξε καί αὐτός τό ἴδιον, καί προσέθεσε μαζί τάς χεῖρας τῶν δύο ἐπενδυτῶν. Κατόπιν ἔρριψε ἐμπρός εἰς τό χεῖλος τοῦ κρημνοῦ καί ἔπειτα ἐπάνω τοῦ χείλους τοῦ κρημνοῦ. [1248,220,1592,277]
classified-heading: ΕΝΟΙΚΙΑΖΟΝΤΑΙ [566,900,674,915]
continued-note: (Ἀκολουθεῖ) [169,1652,234,1665]
paragraph: Ἔλαβεν ἀνάγκην διακεκομμένως στιγμάς εἰς τήν θέσιν του καί ἀπό τόν κίνδυνον νά βλέπω ὅλον ἐκεῖνο τό βάθος ἐξαπλωμένον κάτω ἀπό τούς πόδας μου. [1248,374,1592,417]
paragraph: Ἐβάδιζε κατεπεσμένος μέ τό πνεῦμα βυθισμένον εἰς ρεμβασμόν κατά τόν ὁποῖον τό ὄνειρον συνεχίζετο μέ τό παρόν, κατά τήν ὥραν ἐκείνην ὅτε τό ὄνομα τῆς Λουΐζης συνεχίζετο μέ τήν ὄψιν τῆς Φραγκέλης, μέ τήν περιπλοκήν εἰκόνα τῆς Σολάνζ. [8,528,234,642]
price-row [1006,1309,1232,1322]
paragraph: Διέσχισε τήν πλατεῖαν τῆς Ὁμονοίας καί τῆν Κοὺρ-λα-Ρέν ζοφερόν καί ἔρημον. [8,466,234,509]
serial-chapter: ΚΕΦΑΛΑΙΟΝ ΙΓ' [1340,165,1500,187]
ad-subtitle: (ΣΠΑΣΙΜΟΝ ΚΑΤΕΒΑΣΜΑ) [35,1900,207,1915]
column-advertisements [754,54,1236,2240]
section-stars: *** [112,1123,130,1137]
method-text: Τό ὅλον ἔργον φυλλάδια 20, λεπτά 30. Ἔκδοσις: ΚΕΝΤΡΙΚΟΥ ΒΙΒΛΙΟΠΩΛΕΙΟΥ [781,836,1209,849]
georgiadis-address: ΑΙΟΛΟΥ 51 [816,860,933,883]
ortho-title: Η ΟΡΘΟΠΕΔΙΚΗ ΧΕΙΡΟΥΡΓΙΚΗ [1019,1359,1219,1374]
paragraph: — Καλῶς ἤλθατε, εἶπεν ὁ ξένος. Κατόπιν μέ ὡδήγησεν εἰς τήν λέμβον ἥτις ἐπερίμενε παρά τήν ἀκτήν. [1248,909,1592,938]
clinic-title: ΠΑΘΟΛΟΓΙΚΗ ΚΑΙ ΝΕΥΡΟΛΟΓΙΚΗ [803,458,1187,483]
